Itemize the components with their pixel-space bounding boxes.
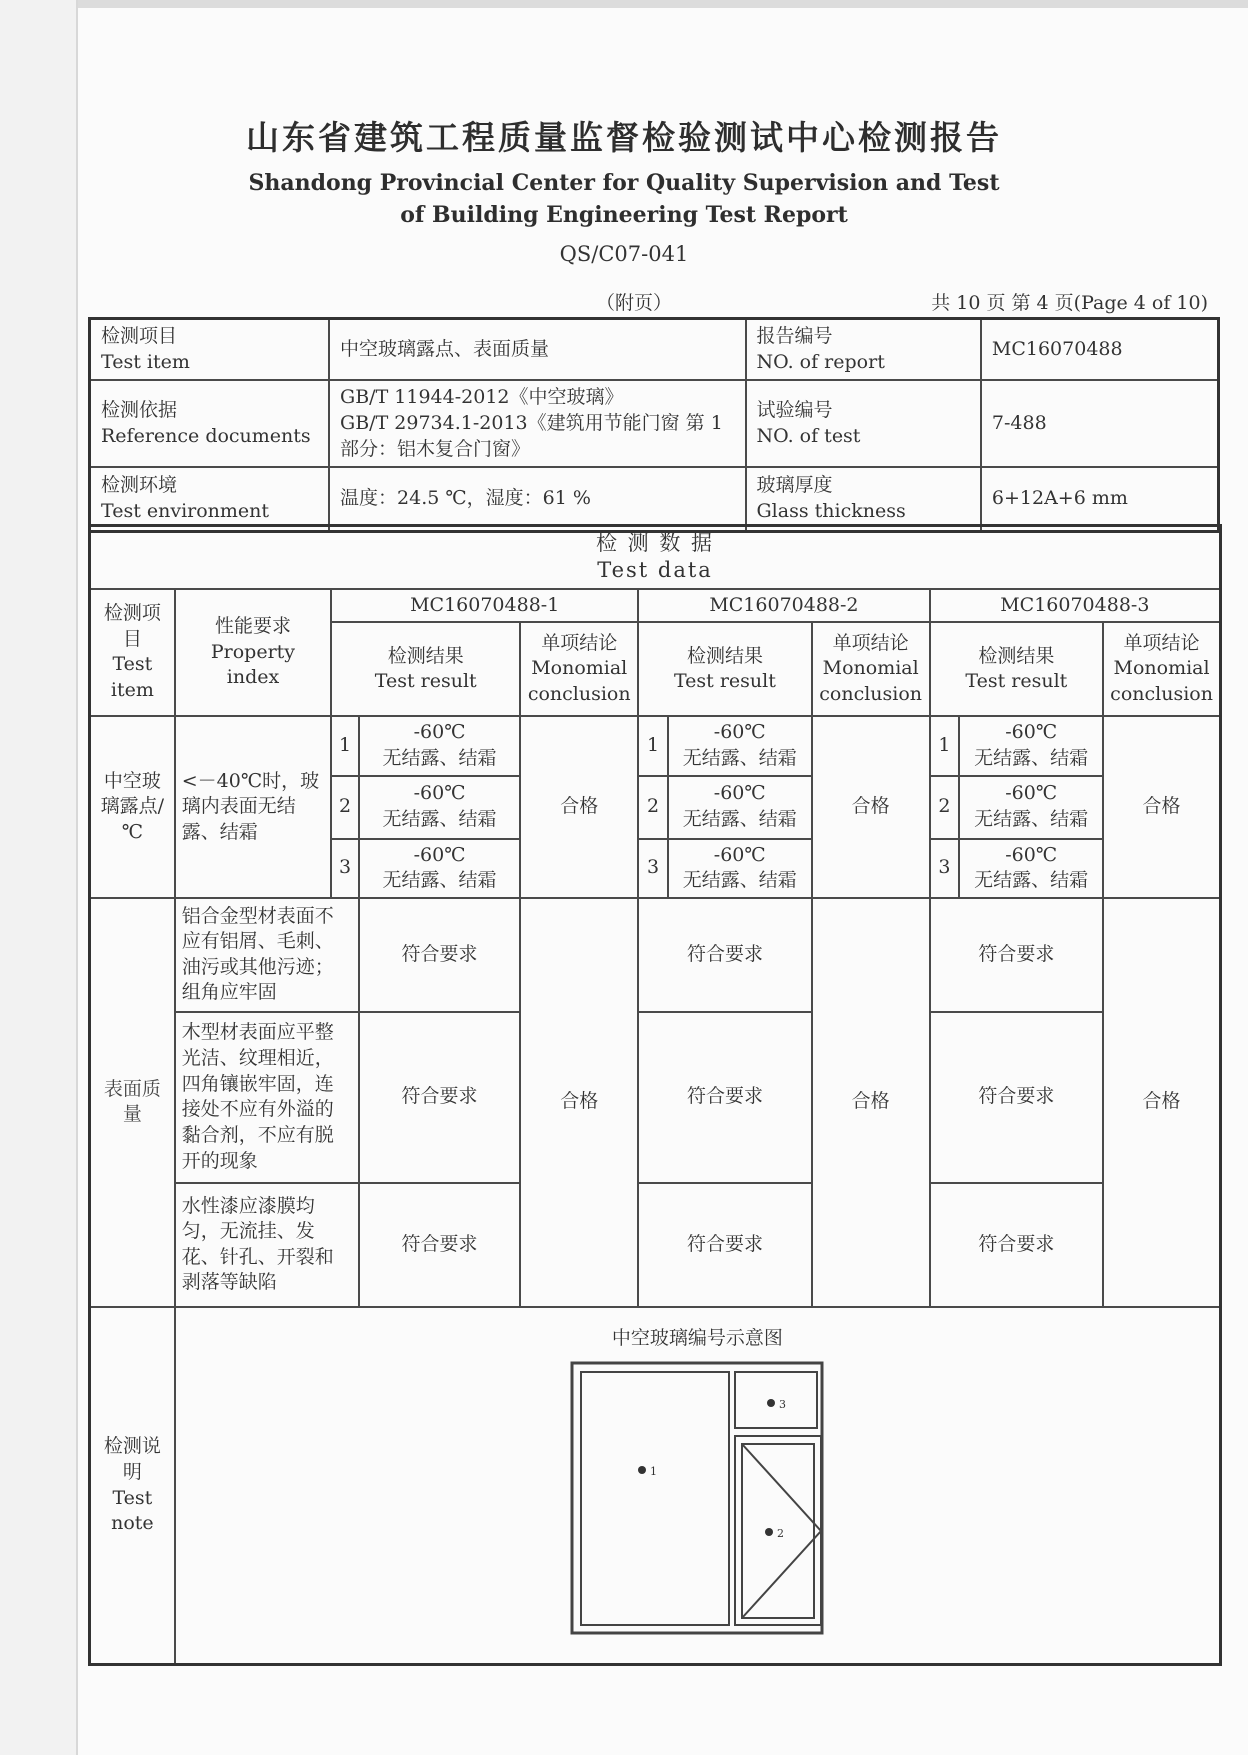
surface-conclusion-2: 合格 [812, 898, 930, 1307]
result-header-1: 检测结果 Test result [331, 622, 520, 716]
report-no-label: 报告编号 NO. of report [746, 319, 981, 381]
note-row [90, 1307, 1221, 1665]
surface-row-3 [90, 1183, 1221, 1307]
dew-result-cell: -60℃ 无结露、结霜 [668, 839, 812, 898]
dew-point-row-1 [90, 716, 1221, 775]
surface-result: 符合要求 [359, 1012, 520, 1183]
dew-index: 3 [331, 839, 359, 898]
marker-dot-2 [765, 1528, 773, 1536]
col-header-property: 性能要求 Property index [175, 589, 331, 717]
marker-label-1: 1 [650, 1464, 658, 1478]
dew-result-cell: -60℃ 无结露、结霜 [359, 776, 520, 839]
note-content [175, 1307, 1221, 1665]
environment-value: 温度：24.5 ℃，湿度：61 % [329, 467, 745, 531]
environment-label: 检测环境 Test environment [90, 467, 330, 531]
test-item-label: 检测项目 Test item [90, 319, 330, 381]
form-code: QS/C07-041 [559, 242, 689, 266]
col-header-item: 检测项目 Test item [90, 589, 175, 717]
surface-requirement-1: 铝合金型材表面不应有铝屑、毛刺、油污或其他污迹；组角应牢固 [175, 898, 359, 1012]
dew-result-cell: -60℃ 无结露、结霜 [959, 839, 1103, 898]
surface-result: 符合要求 [359, 898, 520, 1012]
test-item-value: 中空玻璃露点、表面质量 [329, 319, 745, 381]
glass-pane-1 [581, 1372, 729, 1625]
report-title-en-line2: of Building Engineering Test Report [400, 202, 848, 228]
dew-result-cell: -60℃ 无结露、结霜 [668, 776, 812, 839]
test-no-label: 试验编号 NO. of test [746, 380, 981, 467]
surface-conclusion-1: 合格 [520, 898, 638, 1307]
surface-result: 符合要求 [638, 1012, 811, 1183]
dew-result-cell: -60℃ 无结露、结霜 [359, 716, 520, 775]
dew-conclusion-2: 合格 [812, 716, 930, 898]
dew-conclusion-1: 合格 [520, 716, 638, 898]
surface-result: 符合要求 [638, 1183, 811, 1307]
dew-index: 2 [930, 776, 960, 839]
test-data-table [88, 524, 1222, 1666]
surface-result: 符合要求 [930, 1183, 1103, 1307]
marker-label-3: 3 [779, 1397, 787, 1411]
report-title-cn: 山东省建筑工程质量监督检验测试中心检测报告 [246, 118, 1002, 157]
glass-numbering-diagram [567, 1358, 827, 1638]
test-no-value: 7-488 [981, 380, 1219, 467]
surface-requirement-3: 水性漆应漆膜均匀，无流挂、发花、针孔、开裂和剥落等缺陷 [175, 1183, 359, 1307]
dew-index: 2 [331, 776, 359, 839]
data-title: 检 测 数 据 Test data [90, 526, 1221, 589]
result-header-3: 检测结果 Test result [930, 622, 1103, 716]
surface-requirement-2: 木型材表面应平整光洁、纹理相近，四角镶嵌牢固，连接处不应有外溢的黏合剂，不应有脱开的现象 [175, 1012, 359, 1183]
data-title-row [90, 526, 1221, 589]
surface-result: 符合要求 [930, 898, 1103, 1012]
surface-row-2 [90, 1012, 1221, 1183]
surface-conclusion-3: 合格 [1103, 898, 1220, 1307]
note-label: 检测说明 Test note [90, 1307, 175, 1665]
glass-thickness-label: 玻璃厚度 Glass thickness [746, 467, 981, 531]
dew-result-cell: -60℃ 无结露、结霜 [959, 716, 1103, 775]
marker-label-2: 2 [777, 1526, 785, 1540]
surface-result: 符合要求 [638, 898, 811, 1012]
info-row-test-item [90, 319, 1219, 381]
glass-thickness-value: 6+12A+6 mm [981, 467, 1219, 531]
marker-dot-1 [638, 1466, 646, 1474]
surface-result: 符合要求 [930, 1012, 1103, 1183]
surface-row-1 [90, 898, 1221, 1012]
page-info: 共 10 页 第 4 页(Page 4 of 10) [931, 292, 1208, 314]
dew-index: 1 [638, 716, 668, 775]
conclusion-header-2: 单项结论 Monomial conclusion [812, 622, 930, 716]
dew-result-cell: -60℃ 无结露、结霜 [359, 839, 520, 898]
dew-result-cell: -60℃ 无结露、结霜 [959, 776, 1103, 839]
dew-index: 3 [638, 839, 668, 898]
result-header-2: 检测结果 Test result [638, 622, 811, 716]
dew-index: 1 [930, 716, 960, 775]
dew-index: 1 [331, 716, 359, 775]
reference-value: GB/T 11944-2012《中空玻璃》 GB/T 29734.1-2013《建筑用节能门窗 第 1 部分：铝木复合门窗》 [329, 380, 745, 467]
info-row-environment [90, 467, 1219, 531]
dew-conclusion-3: 合格 [1103, 716, 1220, 898]
glass-pane-3 [735, 1372, 817, 1428]
dew-index: 2 [638, 776, 668, 839]
sample-3-header: MC16070488-3 [930, 589, 1221, 623]
sample-2-header: MC16070488-2 [638, 589, 929, 623]
report-no-value: MC16070488 [981, 319, 1219, 381]
scan-top-edge [0, 0, 1248, 8]
report-title-en-line1: Shandong Provincial Center for Quality Supervision and Test [248, 170, 1000, 196]
conclusion-header-1: 单项结论 Monomial conclusion [520, 622, 638, 716]
info-row-reference [90, 380, 1219, 467]
sample-1-header: MC16070488-1 [331, 589, 638, 623]
surface-result: 符合要求 [359, 1183, 520, 1307]
info-table [88, 317, 1220, 533]
dew-result-cell: -60℃ 无结露、结霜 [668, 716, 812, 775]
reference-label: 检测依据 Reference documents [90, 380, 330, 467]
marker-dot-3 [767, 1399, 775, 1407]
conclusion-header-3: 单项结论 Monomial conclusion [1103, 622, 1220, 716]
sample-header-row [90, 589, 1221, 623]
dew-point-property: <－40℃时，玻璃内表面无结露、结霜 [175, 716, 331, 898]
dew-index: 3 [930, 839, 960, 898]
dew-point-item: 中空玻璃露点/℃ [90, 716, 175, 898]
surface-item: 表面质量 [90, 898, 175, 1307]
diagram-title: 中空玻璃编号示意图 [611, 1326, 783, 1349]
appendix-label: （附页） [596, 292, 673, 314]
